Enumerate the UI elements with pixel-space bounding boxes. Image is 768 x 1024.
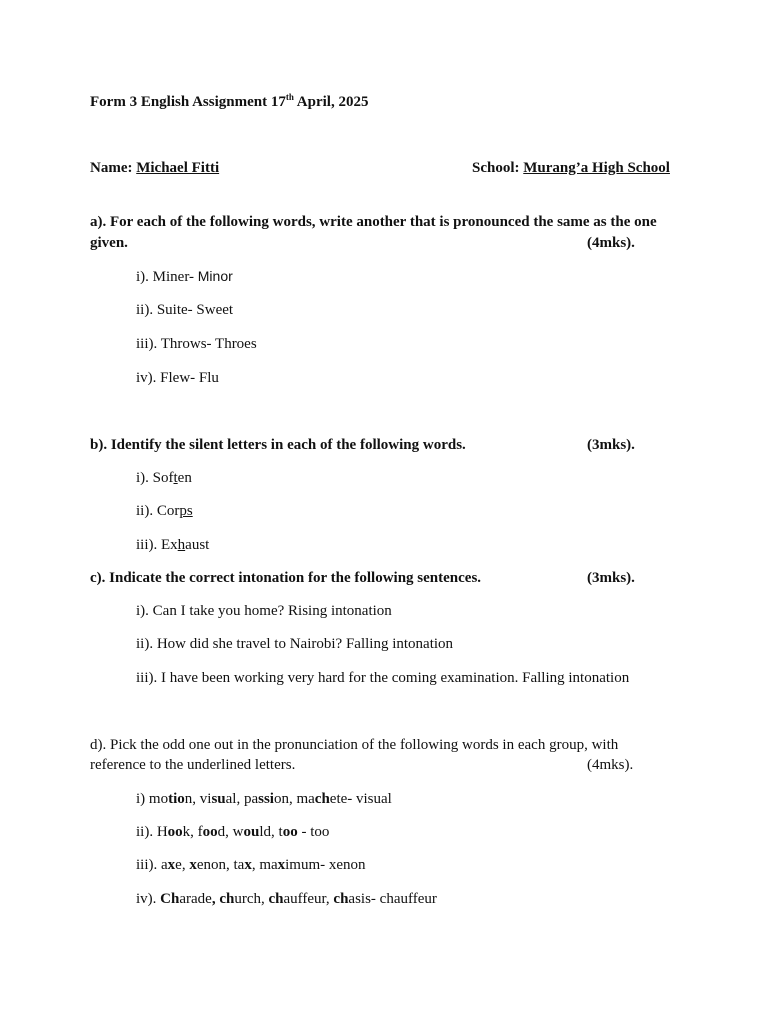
highlighted-letters: oo	[282, 824, 298, 840]
highlighted-letters: tio	[168, 791, 185, 807]
item-text: e,	[175, 857, 190, 873]
item-text: enon, ta	[196, 857, 245, 873]
question-b-item: iii). Exhaust	[136, 537, 210, 553]
question-a-item: i). Miner- Minor	[136, 268, 233, 285]
title-superscript: th	[285, 92, 294, 102]
question-b-marks: (3mks).	[587, 437, 635, 453]
title-main: Form 3 English Assignment 17	[90, 94, 286, 110]
item-text: , ma	[251, 857, 278, 873]
question-b-item: ii). Corps	[136, 503, 193, 519]
item-text: arade	[179, 891, 212, 907]
answer-minor: Minor	[197, 268, 233, 284]
highlighted-letters: oo	[167, 824, 183, 840]
item-text: on, ma	[273, 791, 315, 807]
question-c-heading: c). Indicate the correct intonation for the following sentences.	[90, 570, 482, 586]
school-label: School:	[472, 160, 524, 176]
silent-letter: t	[173, 470, 178, 486]
highlighted-letters: su	[211, 791, 226, 807]
item-text: d, w	[217, 824, 244, 840]
item-text: k, f	[182, 824, 203, 840]
item-text: ii). H	[136, 824, 168, 840]
highlighted-letters: x	[244, 857, 252, 873]
highlighted-letters: x	[277, 857, 286, 873]
question-c-marks: (3mks).	[587, 570, 635, 586]
item-text: al, pa	[225, 791, 259, 807]
question-a-heading-line1: a). For each of the following words, write another that is pronounced the same as the one	[90, 214, 657, 230]
name-label: Name:	[90, 160, 137, 176]
item-text: ete- visual	[329, 791, 392, 807]
highlighted-letters: ch	[333, 891, 349, 907]
title-rest: April, 2025	[293, 94, 369, 110]
highlighted-letters: x	[167, 857, 176, 873]
document-title	[90, 94, 368, 111]
item-text: iv).	[136, 891, 161, 907]
highlighted-letters: ou	[243, 824, 260, 840]
question-a-item: iv). Flew- Flu	[136, 370, 219, 386]
highlighted-letters: Ch	[160, 891, 180, 907]
item-text: urch,	[234, 891, 269, 907]
question-c-item: ii). How did she travel to Nairobi? Falling intonation	[136, 636, 454, 652]
highlighted-letters: , ch	[211, 891, 235, 907]
item-text: i) mo	[136, 791, 169, 807]
question-d-heading-line2: reference to the underlined letters.	[90, 757, 296, 773]
silent-letter: ps	[179, 503, 193, 519]
highlighted-letters: ch	[268, 891, 284, 907]
question-a-item: iii). Throws- Throes	[136, 336, 257, 352]
item-text: ld, t	[259, 824, 283, 840]
question-d-marks: (4mks).	[587, 757, 634, 773]
question-a-item: ii). Suite- Sweet	[136, 302, 234, 318]
item-text: n, vi	[184, 791, 212, 807]
question-c-item: i). Can I take you home? Rising intonation	[136, 603, 392, 619]
highlighted-letters: ch	[314, 791, 330, 807]
highlighted-letters: x	[189, 857, 197, 873]
item-text: - too	[297, 824, 330, 840]
question-c-item: iii). I have been working very hard for the coming examination. Falling intonation	[136, 670, 630, 686]
question-d-item	[136, 824, 329, 841]
highlighted-letters: oo	[202, 824, 218, 840]
question-a-marks: (4mks).	[587, 235, 635, 251]
item-text: iii). a	[136, 857, 168, 873]
student-name	[90, 160, 219, 177]
question-d-item	[136, 791, 392, 808]
question-d-heading-line1: d). Pick the odd one out in the pronunciation of the following words in each group, with	[90, 737, 619, 753]
question-a-heading-line2: given.	[90, 235, 128, 251]
item-text: imum- xenon	[285, 857, 366, 873]
school-value: Murang’a High School	[523, 160, 670, 176]
question-d-item	[136, 857, 366, 874]
school-name	[472, 160, 670, 177]
silent-letter: h	[177, 537, 186, 553]
name-value: Michael Fitti	[136, 160, 220, 176]
question-b-heading: b). Identify the silent letters in each of the following words.	[90, 437, 466, 453]
question-d-item	[136, 891, 437, 908]
item-text: asis- chauffeur	[348, 891, 437, 907]
question-b-item: i). Soften	[136, 470, 192, 486]
highlighted-letters: ssi	[258, 791, 274, 807]
item-text: auffeur,	[283, 891, 334, 907]
